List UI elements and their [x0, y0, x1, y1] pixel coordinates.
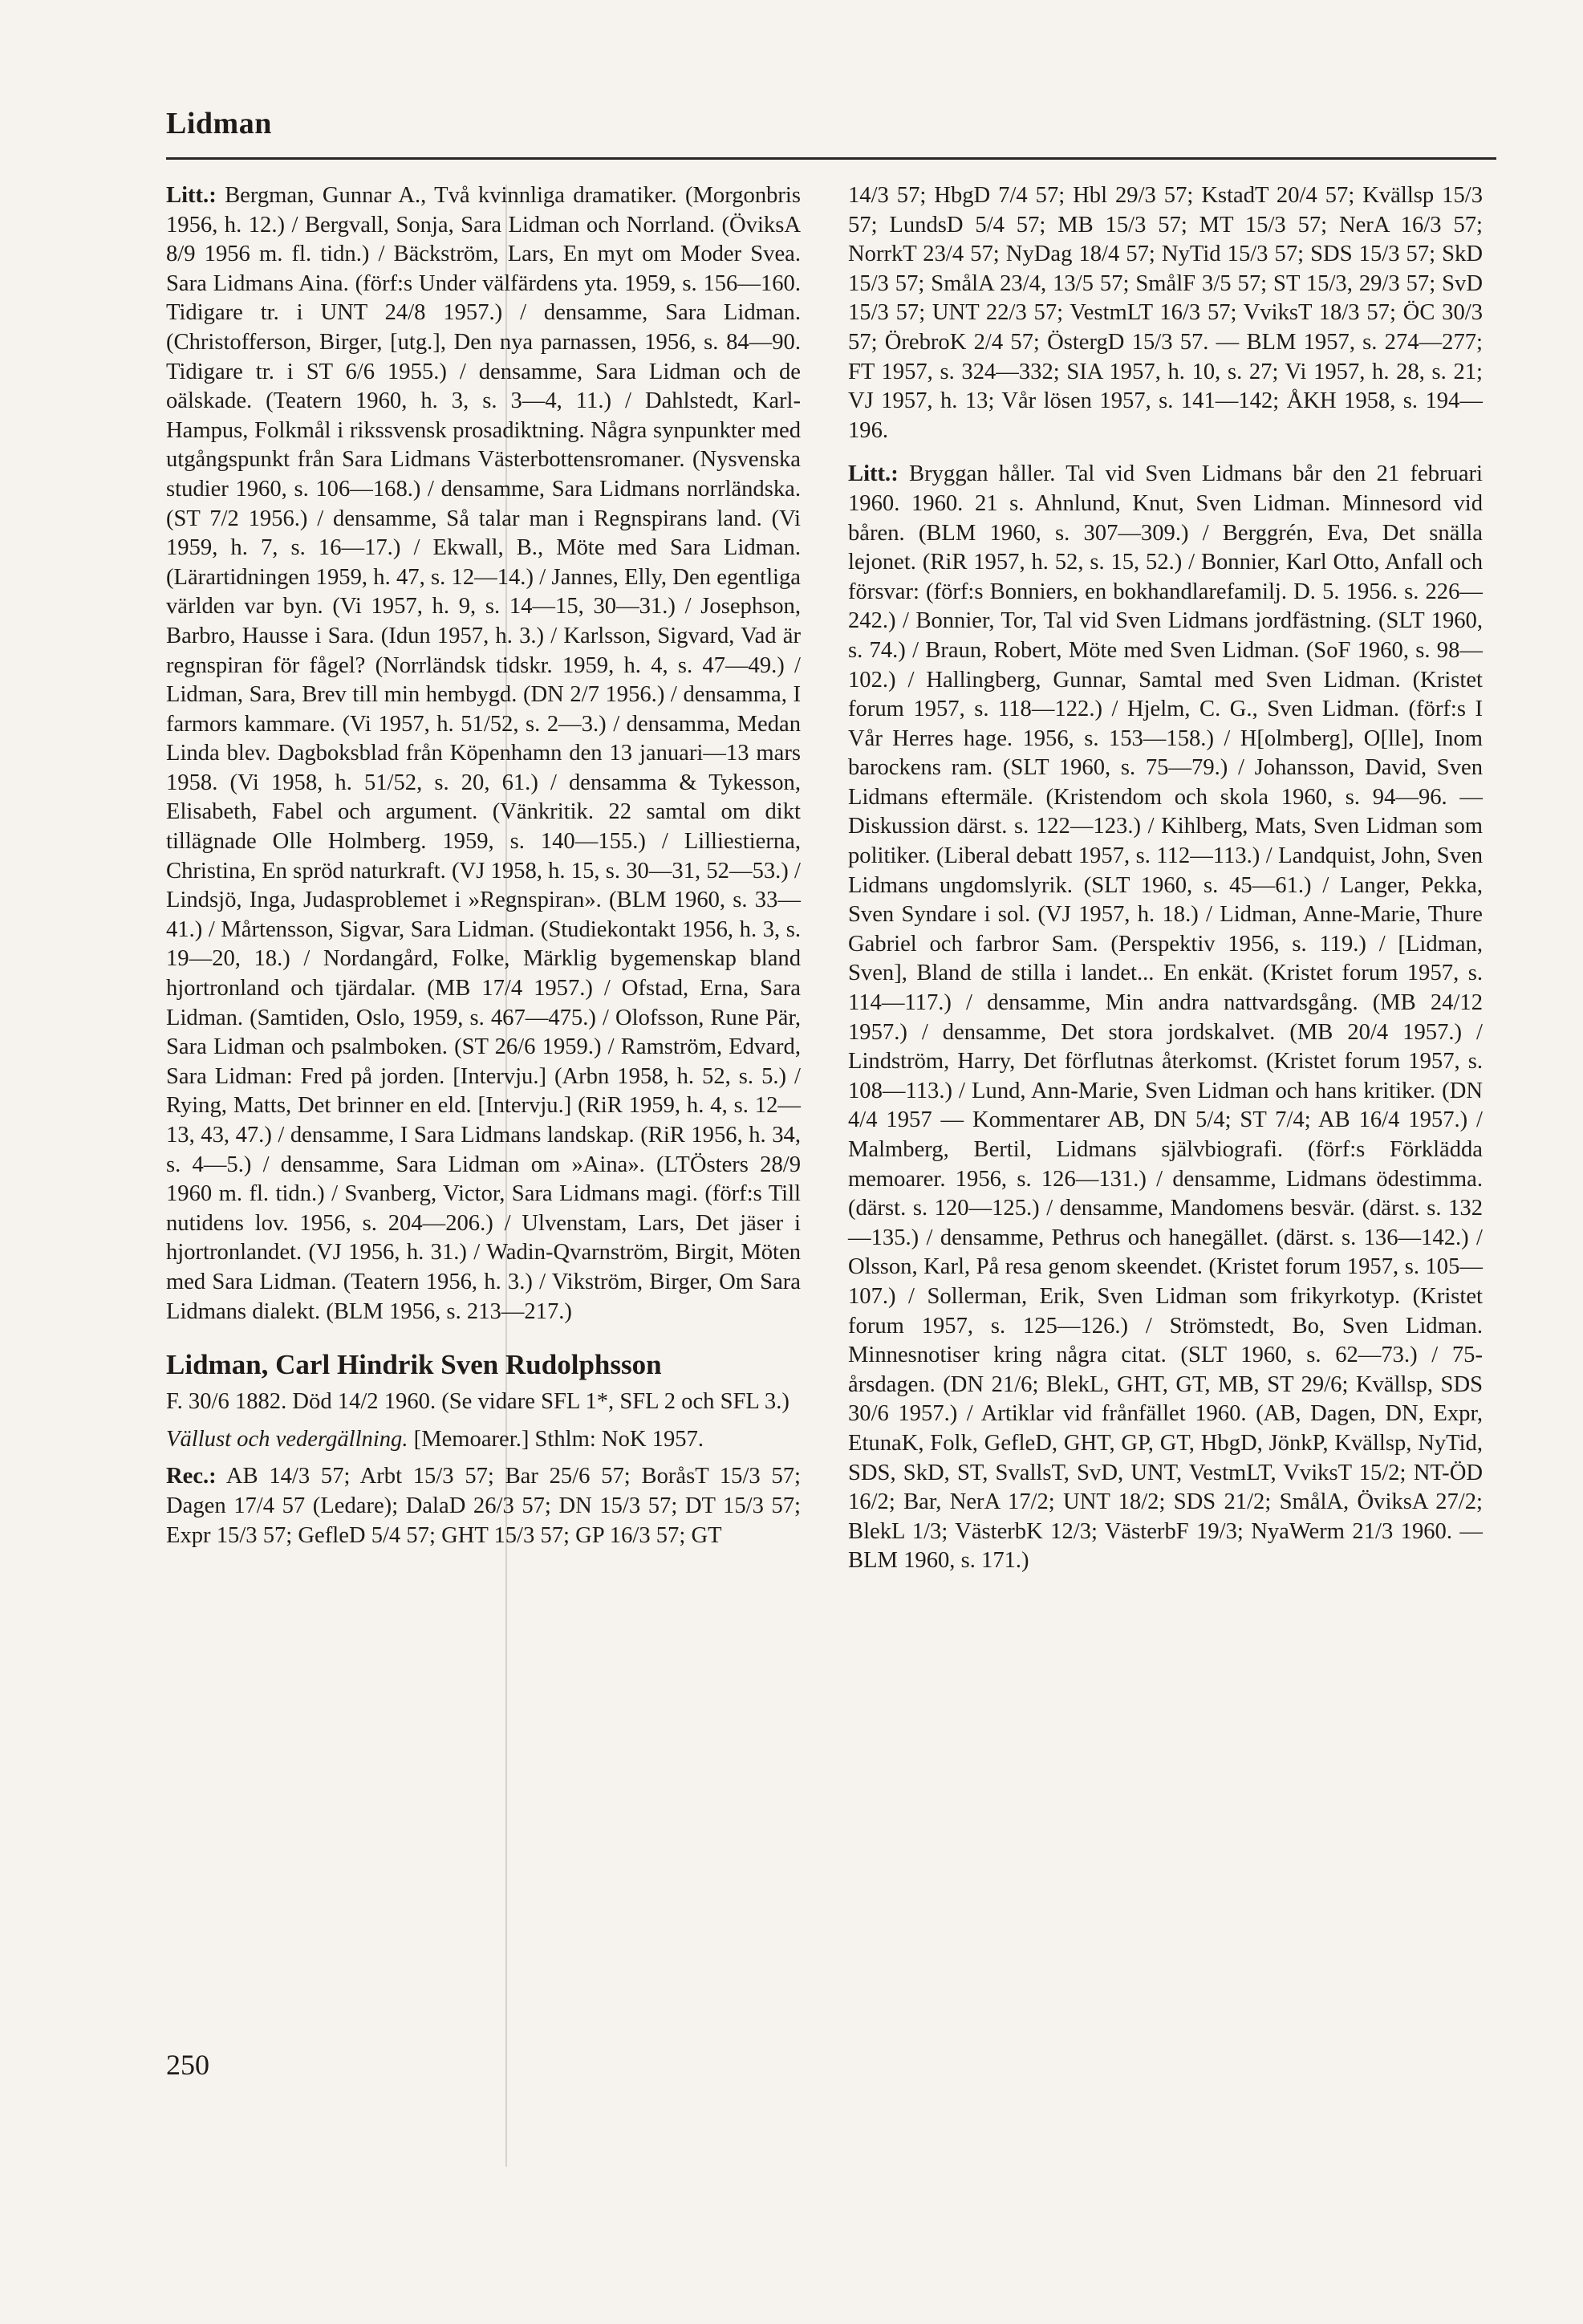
page-number: 250 — [166, 2049, 209, 2081]
entry-heading: Lidman, Carl Hindrik Sven Rudolphsson — [166, 1349, 662, 1381]
rec-continuation: 14/3 57; HbgD 7/4 57; Hbl 29/3 57; KstadT 20/4 57; Kvällsp 15/3 57; LundsD 5/4 57; MB 15/3 57; MT 15/3 57; NerA 16/3 57; NorrkT 23/4 57; NyDag 18/4 57; NyTid 15/3 57; SDS 15/3 57; SkD 15/3 57; SmålA 23/4, 13/5 57; SmålF 3/5 57; ST 15/3, 29/3 57; SvD 15/3 57; UNT 22/3 57; VestmLT 16/3 57; VviksT 18/3 57; ÖC 30/3 57; ÖrebroK 2/4 57; ÖstergD 15/3 57. — BLM 1957, s. 274—277; FT 1957, s. 324—332; SIA 1957, h. 10, s. 27; Vi 1957, h. 28, s. 21; VJ 1957, h. 13; Vår lösen 1957, s. 141—142; ÅKH 1958, s. 194—196. — [848, 183, 1483, 443]
entry-dates: F. 30/6 1882. Död 14/2 1960. (Se vidare SFL 1*, SFL 2 och SFL 3.) — [166, 1389, 789, 1415]
rec-text: AB 14/3 57; Arbt 15/3 57; Bar 25/6 57; BoråsT 15/3 57; Dagen 17/4 57 (Ledare); DalaD 26/3 57; DN 15/3 57; DT 15/3 57; Expr 15/3 57; GefleD 5/4 57; GHT 15/3 57; GP 16/3 57; GT — [166, 1464, 802, 1548]
left-column — [166, 181, 801, 1558]
rec-paragraph — [166, 1462, 801, 1550]
running-head: Lidman — [166, 107, 272, 140]
litt-paragraph — [166, 181, 801, 1327]
litt-paragraph-right — [848, 460, 1483, 1576]
litt-label: Litt.: — [166, 183, 217, 208]
rec-label: Rec.: — [166, 1464, 217, 1489]
litt-text: Bergman, Gunnar A., Två kvinnliga dramatiker. (Morgonbris 1956, h. 12.) / Bergvall, Sonja, Sara Lidman och Norrland. (ÖviksA 8/9 1956 m. fl. tidn.) / Bäckström, Lars, En myt om Moder Svea. Sara Lidmans Aina. (förf:s Under välfärdens yta. 1959, s. 156—160. Tidigare tr. i UNT 24/8 1957.) / densamme, Sara Lidman. (Christofferson, Birger, [utg.], Den nya parnassen, 1956, s. 84—90. Tidigare tr. i ST 6/6 1955.) / densamme, Sara Lidman och de oälskade. (Teatern 1960, h. 3, s. 3—4, 11.) / Dahlstedt, Karl-Hampus, Folkmål i rikssvensk prosadiktning. Några synpunkter med utgångspunkt från Sara Lidmans Västerbottensromaner. (Nysvenska studier 1960, s. 106—168.) / densamme, Sara Lidmans norrländska. (ST 7/2 1956.) / densamme, Så talar man i Regnspirans land. (Vi 1959, h. 7, s. 16—17.) / Ekwall, B., Möte med Sara Lidman. (Lärartidningen 1959, h. 47, s. 12—14.) / Jannes, Elly, Den egentliga världen var byn. (Vi 1957, h. 9, s. 14—15, 30—31.) / Josephson, Barbro, Hausse i Sara. (Idun 1957, h. 3.) / Karlsson, Sigvard, Vad är regnspiran för fågel? (Norrländsk tidskr. 1959, h. 4, s. 47—49.) / Lidman, Sara, Brev till min hembygd. (DN 2/7 1956.) / densamma, I farmors kammare. (Vi 1957, h. 51/52, s. 2—3.) / densamma, Medan Linda blev. Dagboksblad från Köpenhamn den 13 januari—13 mars 1958. (Vi 1958, h. 51/52, s. 20, 61.) / densamma & Tykesson, Elisabeth, Fabel och argument. (Vänkritik. 22 samtal om dikt tillägnade Olle Holmberg. 1959, s. 140—155.) / Lilliestierna, Christina, En spröd naturkraft. (VJ 1958, h. 15, s. 30—31, 52—53.) / Lindsjö, Inga, Judasproblemet i »Regnspiran». (BLM 1960, s. 33—41.) / Mårtensson, Sigvar, Sara Lidman. (Studiekontakt 1956, h. 3, s. 19—20, 18.) / Nordangård, Folke, Märklig bygemenskap bland hjortronland och tjärdalar. (MB 17/4 1957.) / Ofstad, Erna, Sara Lidman. (Samtiden, Oslo, 1959, s. 467—475.) / Olofsson, Rune Pär, Sara Lidman och psalmboken. (ST 26/6 1959.) / Ramström, Edvard, Sara Lidman: Fred på jorden. [Intervju.] (Arbn 1958, h. 52, s. 5.) / Rying, Matts, Det brinner en eld. [Intervju.] (RiR 1959, h. 4, s. 12—13, 43, 47.) / densamme, I Sara Lidmans landskap. (RiR 1956, h. 34, s. 4—5.) / densamme, Sara Lidman om »Aina». (LTÖsters 28/9 1960 m. fl. tidn.) / Svanberg, Victor, Sara Lidmans magi. (förf:s Till nutidens lov. 1956, s. 204—206.) / Ulvenstam, Lars, Det jäser i hjortronlandet. (VJ 1956, h. 31.) / Wadin-Qvarnström, Birgit, Möten med Sara Lidman. (Teatern 1956, h. 3.) / Vikström, Birger, Om Sara Lidmans dialekt. (BLM 1956, s. 213—217.) — [166, 183, 802, 1324]
litt-text-right: Bryggan håller. Tal vid Sven Lidmans bår den 21 februari 1960. 1960. 21 s. Ahnlund, Knut, Sven Lidman. Minnesord vid båren. (BLM 1960, s. 307—309.) / Berggrén, Eva, Det snälla lejonet. (RiR 1957, h. 52, s. 15, 52.) / Bonnier, Karl Otto, Anfall och försvar: (förf:s Bonniers, en bokhandlarefamilj. D. 5. 1956. s. 226—242.) / Bonnier, Tor, Tal vid Sven Lidmans jordfästning. (SLT 1960, s. 74.) / Braun, Robert, Möte med Sven Lidman. (SoF 1960, s. 98—102.) / Hallingberg, Gunnar, Samtal med Sven Lidman. (Kristet forum 1957, s. 118—122.) / Hjelm, C. G., Sven Lidman. (förf:s I Vår Herres hage. 1956, s. 153—158.) / H[olmberg], O[lle], Inom barockens ram. (SLT 1960, s. 75—79.) / Johansson, David, Sven Lidmans eftermäle. (Kristendom och skola 1960, s. 94—96. — Diskussion därst. s. 122—123.) / Kihlberg, Mats, Sven Lidman som politiker. (Liberal debatt 1957, s. 112—113.) / Landquist, John, Sven Lidmans ungdomslyrik. (SLT 1960, s. 45—61.) / Langer, Pekka, Sven Syndare i sol. (VJ 1957, h. 18.) / Lidman, Anne-Marie, Thure Gabriel och farbror Sam. (Perspektiv 1956, s. 119.) / [Lidman, Sven], Bland de stilla i landet... En enkät. (Kristet forum 1957, s. 114—117.) / densamme, Min andra nattvardsgång. (MB 24/12 1957.) / densamme, Det stora jordskalvet. (MB 20/4 1957.) / Lindström, Harry, Det förflutnas återkomst. (Kristet forum 1957, s. 108—113.) / Lund, Ann-Marie, Sven Lidman och hans kritiker. (DN 4/4 1957 — Kommentarer AB, DN 5/4; ST 7/4; AB 16/4 1957.) / Malmberg, Bertil, Lidmans självbiografi. (förf:s Förklädda memoarer. 1956, s. 126—131.) / densamme, Lidmans ödestimma. (därst. s. 120—125.) / densamme, Mandomens besvär. (därst. s. 132—135.) / densamme, Pethrus och hanegället. (därst. s. 136—142.) / Olsson, Karl, På resa genom skeendet. (Kristet forum 1957, s. 105—107.) / Sollerman, Erik, Sven Lidman som frikyrkotyp. (Kristet forum 1957, s. 125—126.) / Strömstedt, Bo, Sven Lidman. Minnesnotiser kring några citat. (SLT 1960, s. 62—73.) / 75-årsdagen. (DN 21/6; BlekL, GHT, GT, MB, ST 29/6; Kvällsp, SDS 30/6 1957.) / Artiklar vid frånfället 1960. (AB, Dagen, DN, Expr, EtunaK, Folk, GefleD, GHT, GP, GT, HbgD, JönkP, Kvällsp, NyTid, SDS, SkD, ST, SvallsT, SvD, UNT, VestmLT, VviksT 15/2; NT-ÖD 16/2; Bar, NerA 17/2; UNT 18/2; SDS 21/2; SmålA, ÖviksA 27/2; BlekL 1/3; VästerbK 12/3; VästerbF 19/3; NyaWerm 21/3 1960. — BLM 1960, s. 171.) — [848, 461, 1483, 1574]
work-title: Vällust och vedergällning. — [166, 1426, 408, 1452]
litt-label-right: Litt.: — [848, 461, 899, 487]
work-details: [Memoarer.] Sthlm: NoK 1957. — [413, 1426, 704, 1452]
right-column — [848, 181, 1483, 1584]
header-rule — [166, 157, 1496, 160]
work-line — [166, 1425, 801, 1455]
